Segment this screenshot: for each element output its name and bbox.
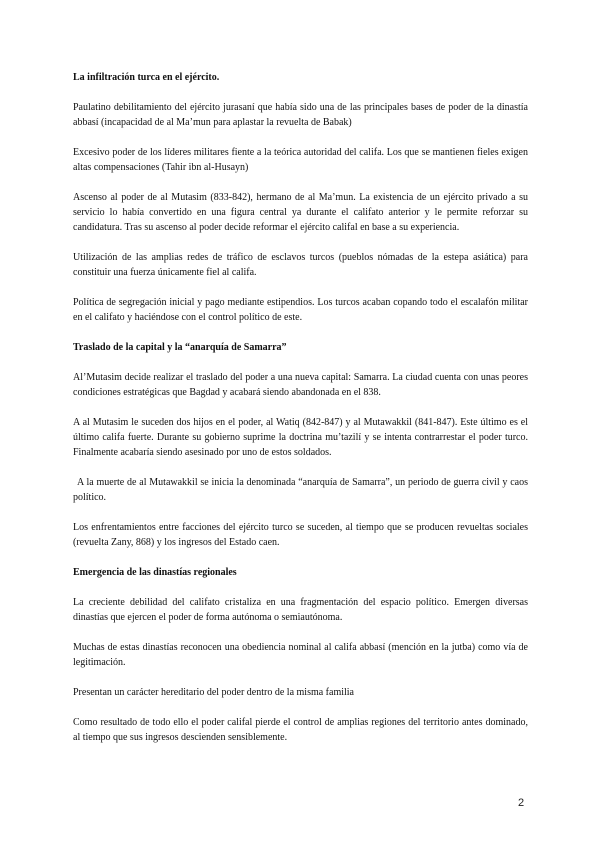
body-paragraph: La creciente debilidad del califato cristaliza en una fragmentación del espacio político. Emergen diversas dinastías que ejercen el poder de forma autónoma o semiautónoma. <box>73 597 528 623</box>
body-paragraph: Al’Mutasim decide realizar el traslado del poder a una nueva capital: Samarra. La ciudad cuenta con unas peores condiciones estratégicas que Bagdad y acabará siendo abandonada en el 838. <box>73 372 528 398</box>
body-paragraph: Ascenso al poder de al Mutasim (833-842), hermano de al Ma’mun. La existencia de un ejército privado a su servicio lo había convertido en una figura central ya durante el califato anterior y le permite reforzar su candidatura. Tras su ascenso al poder decide reformar el ejército califal en base a su experiencia. <box>73 192 528 233</box>
body-paragraph: Muchas de estas dinastías reconocen una obediencia nominal al califa abbasí (mención en la jutba) como vía de legitimación. <box>73 642 528 668</box>
body-paragraph: Política de segregación inicial y pago mediante estipendios. Los turcos acaban copando todo el escalafón militar en el califato y haciéndose con el control político de este. <box>73 297 528 323</box>
section-heading: Emergencia de las dinastías regionales <box>73 567 237 578</box>
document-body <box>73 70 528 760</box>
page-number: 2 <box>518 797 525 809</box>
body-paragraph: Utilización de las amplias redes de tráfico de esclavos turcos (pueblos nómadas de la estepa asiática) para constituir una fuerza únicamente fiel al califa. <box>73 252 528 278</box>
section-heading: La infiltración turca en el ejército. <box>73 72 220 83</box>
body-paragraph: A la muerte de al Mutawakkil se inicia la denominada “anarquía de Samarra”, un periodo de guerra civil y caos político. <box>73 477 528 503</box>
body-paragraph: Presentan un carácter hereditario del poder dentro de la misma familia <box>73 687 354 698</box>
body-paragraph: Excesivo poder de los líderes militares fiente a la teórica autoridad del califa. Los que se mantienen fieles exigen altas compensaciones (Tahir ibn al-Husayn) <box>73 147 528 173</box>
body-paragraph: Como resultado de todo ello el poder califal pierde el control de amplias regiones del territorio antes dominado, al tiempo que sus ingresos descienden sensiblemente. <box>73 717 528 743</box>
body-paragraph: Los enfrentamientos entre facciones del ejército turco se suceden, al tiempo que se producen revueltas sociales (revuelta Zany, 868) y los ingresos del Estado caen. <box>73 522 528 548</box>
body-paragraph: Paulatino debilitamiento del ejército jurasaní que había sido una de las principales bases de poder de la dinastía abbasí (incapacidad de al Ma’mun para aplastar la revuelta de Babak) <box>73 102 528 128</box>
section-heading: Traslado de la capital y la “anarquía de Samarra” <box>73 342 287 353</box>
body-paragraph: A al Mutasim le suceden dos hijos en el poder, al Watiq (842-847) y al Mutawakkil (841-847). Este último es el último califa fuerte. Durante su gobierno suprime la doctrina mu’tazilí y se intenta contrarrestar el poder turco. Finalmente acabaría siendo asesinado por uno de estos soldados. <box>73 417 528 458</box>
